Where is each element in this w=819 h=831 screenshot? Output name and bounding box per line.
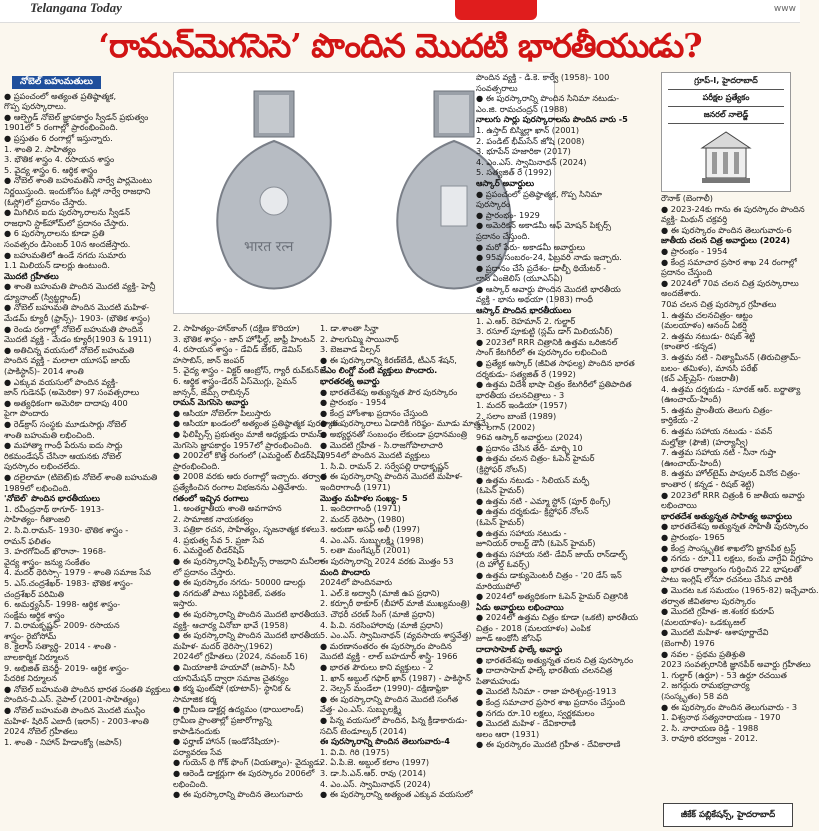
text-line: 70వ చలన చిత్ర పురస్కార గ్రహీతలు xyxy=(661,298,777,309)
publisher-credit: జీకేక్ పబ్లికేషన్స్, హైదరాబాద్ xyxy=(663,803,793,827)
text-line: రికమండేషన్ చేసినా ఆయనకు నోబెల్ xyxy=(4,450,122,461)
text-line: 6. ఆర్థిక శాస్త్రం-డేరన్ ఏస్‌మొగ్లు, సైమన్ xyxy=(173,375,297,386)
section-heading: భారతదేశ అత్యున్నత సాహిత్య అవార్డులు xyxy=(661,510,792,521)
text-line: జాన్ గుడెనఫ్ (అమెరికా) 97 సంవత్సరాలు xyxy=(4,387,140,398)
text-line: (ఓపెన్ హైమర్) xyxy=(476,516,525,527)
text-line: రాజధాని స్టాక్‌హోమ్‌లో ప్రదానం చేస్తారు. xyxy=(4,217,129,228)
text-line: 2. జగద్గురు రామభద్రాచార్య xyxy=(661,680,750,691)
text-line: శాస్త్రం- రైబోసోమ్ xyxy=(4,630,57,641)
text-line: ● ఈ పురస్కారాన్ని పొందిన మొదటి భారతీయ xyxy=(173,609,321,620)
text-line: ● మరో పేరు- అకాడమీ అవార్డులు xyxy=(476,241,586,252)
text-line: 4. ఎం.ఎస్. స్వామినాథన్ (2024) xyxy=(320,778,431,789)
text-line: ● ఆసియా నోబెల్‌గా పిలుస్తారు xyxy=(173,407,271,418)
text-line: ● గుయెన్ థి గోక్ ఫొంగ్ (వియత్నాం)- వైద్యుడు xyxy=(173,757,323,768)
text-line: (కాంతార -కన్నడ) xyxy=(661,341,717,352)
text-line: ● ఈ పురస్కారాన్ని ఫిలిప్పీన్స్ రాజధాని మనీలా xyxy=(173,556,323,567)
text-line: అందజేశారు. xyxy=(661,288,701,299)
text-line: నిర్ణయిస్తుంది. ఇందుకోసం ఓస్లో నార్వే రాజధాని xyxy=(4,185,151,196)
text-line: 5. ఉత్తమ ప్రాంతీయ తెలుగు చిత్రం- xyxy=(661,404,773,415)
text-line: ● దలైలామా (టిబెట్)కు నోబెల్ శాంతి బహుమతి xyxy=(4,471,158,482)
text-line: 4. ఎం.ఎస్. సుబ్బులక్ష్మి (1998) xyxy=(320,534,424,545)
text-line: ● ప్రత్యేక ఆస్కార్ (జీవిత సాఫల్య) పొందిన భారత xyxy=(476,358,635,369)
text-line: 3. డా.సి.ఎన్.ఆర్. రావు (2014) xyxy=(320,767,426,778)
text-line: ● రెడ్‌క్రాస్ సంస్థకు మూడుసార్లు నోబెల్ xyxy=(4,419,127,429)
text-line: 3. బెజవాడ విల్సన్ xyxy=(320,344,381,355)
text-line: ప్రారంభించింది. xyxy=(173,460,220,471)
text-line: ● ఉత్తమ చలన చిత్రం- ఓపెన్ హైమర్ xyxy=(476,453,595,464)
text-line: ● 2023లో RRR చిత్రంకి 6 జాతీయ అవార్డు xyxy=(661,489,805,500)
page-headline: ‘రామన్‌మెగసెసె’ పొందిన మొదటి భారతీయుడు? xyxy=(98,26,702,65)
text-line: 6. అమర్త్యసేన్- 1998- ఆర్థిక శాస్త్రం- xyxy=(4,599,121,610)
text-line: పితామహుడు xyxy=(476,675,520,686)
text-line: 1.1 మిలియన్ డాలర్లు ఉంటుంది. xyxy=(4,260,110,271)
text-line: పర్యావరణ సేవ xyxy=(173,746,222,757)
text-line: ● కేంద్ర సమాచార ప్రసార శాఖ ప్రదానం చేస్తుంది xyxy=(476,697,626,708)
text-line: 1. ఎల్.కె అద్వానీ (మాజీ ఉప ప్రధాని) xyxy=(320,587,440,598)
text-line: 1. డా.శాంతా సిన్హా xyxy=(320,323,379,333)
text-line: ● దాదాసాహెబ్ ఫాల్కే భారతీయ చలనచిత్ర xyxy=(476,665,613,676)
text-line: ● ఎక్కువ వయసులో పొందిన వ్యక్తి- xyxy=(4,376,119,387)
section-heading: మంది పొందారు xyxy=(320,566,371,577)
text-line: ● నోబెల్ శాంతి బహుమతిని నార్వే పార్లమెంటు xyxy=(4,175,152,186)
text-line: ● ఉత్తమ డాక్యుమెంటరీ చిత్రం - '20 డేస్ ఇన్ xyxy=(476,569,622,580)
text-line: 3. చౌధరీ చరణ్ సింగ్ (మాజీ ప్రధాని) xyxy=(320,609,435,620)
column-awards xyxy=(661,193,819,801)
text-line: 1. అంతర్జాతీయ శాంతి అవగాహన xyxy=(173,503,282,514)
text-line: లభించింది. xyxy=(173,778,209,789)
text-line: జాన్సన్, జేమ్స్ రాబిన్సన్ xyxy=(173,386,250,397)
text-line: 1. విశ్వనాథ సత్యనారాయణ - 1970 xyxy=(661,712,781,723)
text-line: ● ఆసియా ఖండంలో అత్యంత ప్రతిష్ఠాత్మక పురస్కారం xyxy=(173,418,342,429)
text-line: మల్హోత్రా (ఫౌజీ) (హర్యాన్వీ) xyxy=(661,436,749,447)
text-line: ● ఈ పురస్కారాన్ని పొందిన మొదటి భారతీయ xyxy=(173,630,321,641)
text-line: ● ప్రపంచంలో ప్రతిష్ఠాత్మక, గొప్ప సినిమా xyxy=(476,188,602,199)
section-heading: రామన్ మెగసెసె అవార్డు xyxy=(173,397,249,408)
text-line: ● ఉత్తమ సహాయ నటుడు - xyxy=(476,527,567,538)
text-line: (పాకిస్థాన్)- 2014 శాంతి xyxy=(4,366,84,377)
text-line: 4. మదర్ థెరిస్సా- 1979 - శాంతి సమాజ సేవ xyxy=(4,567,151,578)
text-line: వ్యక్తి- మిథున్ చక్రవర్తి xyxy=(661,214,728,225)
text-line: ● మిగిలిన ఐదు పురస్కారాలను స్వీడన్ xyxy=(4,207,130,218)
text-line: 1. శాంతి 2. సాహిత్యం xyxy=(4,143,76,154)
text-line: ప్రదానం చేస్తుంది. xyxy=(476,230,530,241)
text-line: డ్యూనాంట్ (స్విట్జర్లాండ్) xyxy=(4,291,81,302)
text-line: 1901లో 5 రంగాల్లో ప్రారంభించింది. xyxy=(4,122,118,133)
text-line: సామాజిక కర్మ xyxy=(173,693,217,704)
text-line: 1. వి.వి. గిరి (1975) xyxy=(320,746,390,757)
text-line: జూనియర్ రాబర్ట్ డౌనీ (ఓపెన్ హైమర్) xyxy=(476,538,596,549)
text-line: ● రెండు రంగాల్లో నోబెల్ బహుమతి పొందిన xyxy=(4,323,143,334)
text-line: ● ఆస్కార్ అవార్డు పొందిన మొదటి భారతీయ xyxy=(476,283,621,294)
text-line: ● మొదటి గ్రహీత - సి.రాజగోపాలాచారి xyxy=(320,439,443,450)
text-line: ● 2023లో RRR చిత్రానికి ఉత్తమ ఒరిజినల్ xyxy=(476,336,618,347)
text-line: (సంస్కృతం) 58 వది xyxy=(661,690,729,701)
text-line: సంవత్సరం డిసెంబర్ 10న అందజేస్తారు. xyxy=(4,238,131,249)
text-line: 4. పి.వి. నరసింహారావు (మాజీ ప్రధాని) xyxy=(320,619,444,630)
text-line: ● ప్రారంభం- 1965 xyxy=(661,532,725,542)
text-line: ● కర్మ ఫుంట్‌షో (భూటాన్)- స్థానిక & xyxy=(173,683,292,694)
text-line: ● అమెరికన్ అకాడమీ ఆఫ్ మోషన్ పిక్చర్స్ xyxy=(476,220,612,231)
text-line: ● నోబెల్ బహుమతి పొందిన మొదటి ముస్లిం xyxy=(4,705,146,716)
section-heading: ఆస్కార్ పొందిన భారతీయులు xyxy=(476,305,572,316)
text-line: ● మియాజాకి హయావో (జపాన్)- సినీ xyxy=(173,662,295,672)
section-heading: దాదాసాహెబ్ ఫాల్కే అవార్డు xyxy=(476,644,563,655)
text-line: ● ఈ పురస్కారం పొందిన తెలుగువారు-6 xyxy=(661,224,792,235)
text-line: పురస్కారం లభించలేదు. xyxy=(4,461,81,472)
text-line: 3. రసూల్ పూకుట్టి (స్లమ్ డాగ్ మిలియనీర్) xyxy=(476,326,613,337)
text-line: ● ఈ పురస్కారాన్ని అత్యంత ఎక్కువ వయసులో xyxy=(320,789,473,800)
text-line: (ఊంచాయ్-హిందీ) xyxy=(661,457,722,468)
section-heading: నాలుగు సార్లు పురస్కారాలను పొందిన వారు -5 xyxy=(476,114,628,125)
text-line: ● ప్రారంభం - 1954 xyxy=(661,245,728,256)
text-line: 96వ ఆస్కార్ అవార్డులు (2024) xyxy=(476,432,583,443)
text-line: మహిళ- మదర్ థెరిస్సా(1962) xyxy=(173,640,273,651)
text-line: పురస్కారం xyxy=(476,199,511,210)
text-line: ● నోబెల్ బహుమతి పొందిన మొదటి మహిళ- xyxy=(4,302,150,313)
text-line: 3. హరగోవింద్ ఖొరానా- 1968- xyxy=(4,546,106,557)
text-line: ● 2002లో కొత్త రంగంలో (ఎమర్జెంట్ లీడర్‌షిప్) xyxy=(173,450,326,461)
text-line: ● 95వ సంబరం-24, ఫిబ్రవరి నాడు ఇచ్చారు. xyxy=(476,252,622,263)
text-line: 2. ఏ.పి.జె. అబ్దుల్ కలాం (1997) xyxy=(320,757,430,768)
text-line: ● ఆల్ఫ్రెడ్ నోబెల్ జ్ఞాపకార్థం స్వీడన్ ప్రభుత్వం xyxy=(4,111,149,122)
text-line: పొందిన-వి.ఎస్. నైపాల్ (2001-సాహిత్యం) xyxy=(4,694,140,705)
text-line: ● ఫర్హాణ్ హాసన్ (ఇండోనేషియా)- xyxy=(173,736,280,747)
text-line: ● ఈ పురస్కారాన్ని పొందిన సినిమా నటుడు- xyxy=(476,93,620,104)
text-line: 7. ఉత్తమ సహాయ నటి - నీనా గుప్తా xyxy=(661,447,777,458)
text-line: 5. ఎం.ఎస్. స్వామినాథన్ (వ్యవసాయ శాస్త్రవేత్త) xyxy=(320,630,472,641)
text-line: 2. పండిట్ భీమ్‌సేన్ జోషి (2008) xyxy=(476,135,585,146)
text-line: సంక్షేమ ఆర్థిక శాస్త్రం xyxy=(4,609,65,620)
text-line: ● ఆరెండీ డాక్టర్లుగా ఈ పురస్కారం 2006లో xyxy=(173,767,315,778)
text-line: 2. సి.వి.రామన్- 1930- భౌతిక శాస్త్రం - xyxy=(4,524,129,535)
text-line: ● ఈ పురస్కారం పొందిన తెలుగువారు - 3 xyxy=(661,701,798,712)
text-line: ● 2024లో ఉత్తమ చిత్రం కూడా (ఒకటి) భారతీయ xyxy=(476,612,639,623)
tag-row: జనరల్ నాలెడ్జ్ xyxy=(668,107,784,124)
text-line: 1. శాంతి - నిహాన్ హిడాంక్యో (జపాన్) xyxy=(4,736,122,747)
text-line: ● పిన్న వయసులో పొందిన, పిన్న క్రీడాకారుడు- xyxy=(320,714,468,725)
text-line: ● ప్రదానం చేసే ప్రదేశం- డాల్బీ థియేటర్ - xyxy=(476,262,607,273)
text-line: కార్తికేయ -2 xyxy=(661,415,699,426)
section-heading: ఏడు అవార్డులు లభించాయి xyxy=(476,601,564,612)
text-line: 7. వి.రామకృష్ణన్- 2009- రసాయన xyxy=(4,620,120,631)
text-line: 1. రవీంద్రనాథ్ ఠాగూర్- 1913- xyxy=(4,503,105,514)
text-line: పైగా పొందారు xyxy=(4,408,49,419)
section-heading: జాతీయ చలన చిత్ర అవార్డులు (2024) xyxy=(661,235,791,246)
text-line: 2024 నోబెల్ గ్రహీతలు xyxy=(4,726,78,737)
text-line: (ఊంచాయ్-హిందీ) xyxy=(661,394,722,405)
section-heading: 'నోబెల్' పొందిన భారతీయులు xyxy=(4,493,100,504)
column-bharat-ratna xyxy=(320,323,489,830)
text-line: 4. ఎం.ఎస్. స్వామినాథన్ (2024) xyxy=(476,156,587,167)
text-line: మారియుపోల్' xyxy=(476,580,522,591)
text-line: ● 2024లో అత్యధికంగా ఓపెన్ హైమర్ చిత్రానికి xyxy=(476,591,629,602)
text-line: (ఓస్లో)లో ప్రదానం చేస్తారు. xyxy=(4,196,88,207)
text-line: ● భారతదేశపు అత్యున్నత సాహితీ పురస్కారం xyxy=(661,521,809,532)
text-line: ● ఈ పురస్కారాన్ని పొందిన తెలుగువారు xyxy=(173,789,303,800)
text-line: 5. సత్యజిత్ రే (1992) xyxy=(476,167,552,178)
text-line: ● మొదటి మహిళ - దేవికారాణి xyxy=(476,718,576,729)
text-line: సాహిత్యం- గీతాంజలి xyxy=(4,514,71,525)
text-line: ● నోబెల్ బహుమతి పొందిన భారత సంతతి వ్యక్తులు xyxy=(4,683,171,694)
text-line: ప్రదానం చేస్తుంది xyxy=(661,267,713,278)
text-line: ● ప్రస్తుతం 6 రంగాల్లో ఇస్తున్నారు. xyxy=(4,132,113,143)
brand-name: Telangana Today xyxy=(30,0,122,15)
text-line: 4. ఉత్తమ దర్శకుడు - సూరజ్ ఆర్. బర్జాత్యా xyxy=(661,383,801,394)
svg-text:भारत रत्न: भारत रत्न xyxy=(244,239,294,255)
text-line: మేడమ్ క్యూరీ (ఫ్రాన్స్)- 1903- (భౌతిక శాస్త్రం) xyxy=(4,313,151,324)
text-line: 2. సామాజిక నాయకత్వం xyxy=(173,513,254,524)
text-line: ● 2024లో 70వ చలన చిత్ర పురస్కారాలు xyxy=(661,277,799,288)
column-oscar xyxy=(476,72,656,830)
text-line: ● నగదు - రూ.11 లక్షలు, కంచు వాగ్దేవి విగ్రహం xyxy=(661,553,813,564)
text-line: రామన్ ఫలితం xyxy=(4,535,51,546)
text-line: వ్యక్తి - భాను అథయా (1983) గాంధీ xyxy=(476,294,593,305)
text-line: ● అతిచిన్న వయసులో నోబెల్ బహుమతి xyxy=(4,344,135,355)
text-line: 1. ఇందిరాగాంధీ (1971) xyxy=(320,503,401,514)
text-line: ఈ పురస్కారాన్ని 2024 వరకు మొత్తం 53 xyxy=(320,556,454,567)
text-line: 3. భూపేన్ హజారికా (2017) xyxy=(476,146,571,157)
topic-tag-box xyxy=(661,72,791,192)
text-line: 2. మదర్ థెరిస్సా (1980) xyxy=(320,513,405,524)
text-line: చంద్రశేఖర్ పరిమితి xyxy=(4,588,65,599)
text-line: ఇందిరాగాంధీ (1971) xyxy=(320,481,391,492)
text-line: 9. అభిజిత్ బెనర్జీ- 2019- ఆర్థిక శాస్త్రం- xyxy=(4,662,130,673)
text-line: 5. లతా మంగేష్కర్ (2001) xyxy=(320,545,411,556)
text-line: 3. పత్రికా రచన, సాహిత్యం, సృజనాత్మక కళలు xyxy=(173,524,320,535)
text-line: ● మరణానంతరం ఈ పురస్కారం పొందిన xyxy=(320,640,452,651)
text-line: ● శాంతి బహుమతి పొందిన మొదటి వ్యక్తి- హెన్రీ xyxy=(4,281,156,292)
text-line: 2023 సంవత్సరానికి జ్ఞానపీఠ్ అవార్డు గ్రహీతలు xyxy=(661,659,811,670)
text-line: 2024లో గ్రహీతలు (2024, నవంబర్ 16) xyxy=(173,651,308,662)
text-line: ● కేంద్ర సమాచార ప్రసార శాఖ 24 రంగాల్లో xyxy=(661,256,797,267)
text-line: ● భారత రాజ్యాంగం గుర్తించిన 22 భాషలతో xyxy=(661,563,802,574)
text-line: 5. ఎస్.చంద్రశేఖర్- 1983- భౌతిక శాస్త్రం- xyxy=(4,577,133,588)
text-line: అలం ఆరా (1931) xyxy=(476,728,540,739)
text-line: 5. వైద్య శాస్త్రం 6. ఆర్థిక శాస్త్రం xyxy=(4,164,98,175)
text-line: ● ఈ పురస్కారం మొదటి గ్రహీత - దేవికారాణి xyxy=(476,739,621,750)
text-line: 3. ఉత్తమ నటి - నిత్యామీనన్ (తిరుచిత్రామ్- xyxy=(661,351,801,362)
text-line: ● ఉత్తమ దర్శకుడు- క్రిస్టోఫర్ నోలన్ xyxy=(476,506,589,517)
text-line: ● ఉత్తమ సహాయ నటి- డేవిన్ జాయ్ రాన్‌డాల్ఫ్ xyxy=(476,548,628,559)
text-line: కాపాడినందుకు xyxy=(173,725,220,736)
text-line: 1. ఖాన్ అబ్దుల్ గఫార్ ఖాన్ (1987) - పాకిస్థాన్ xyxy=(320,672,471,683)
text-line: 3. రావూరి భరద్వాజ - 2012. xyxy=(661,733,758,744)
text-line: (క్రిస్టోఫర్ నోలన్) xyxy=(476,463,527,474)
text-line: ● ఈ పురస్కారాలు ఏడాదికి గరిష్ఠం- మూడు మాత్రమే xyxy=(320,418,489,429)
text-line: సంవత్సరాలు xyxy=(476,82,518,93)
masthead xyxy=(0,0,800,23)
text-line: ● అభ్యర్థనతో సంబంధం లేకుండా ప్రధానమంత్రి xyxy=(320,428,468,439)
text-line: ● మొదట ఒక సమయం (1965-82) ఇచ్చేవారు. xyxy=(661,584,819,595)
text-line: 2024లో పొందినవారు xyxy=(320,577,393,588)
text-line: ● నగదు రూ.10 లక్షలు, స్వర్ణకమలం xyxy=(476,707,595,718)
text-line: 2. నెల్సన్ మండేలా (1990)- దక్షిణాఫ్రికా xyxy=(320,683,449,694)
text-line: ● కేంద్ర సాంస్కృతిక శాఖలోని జ్ఞానపీఠ ట్రస్ట్ xyxy=(661,542,796,553)
text-line: బలం- తమిళం), మానసి పరేఖ్ xyxy=(661,362,758,373)
text-line: ● అత్యధికంగా అమెరికా దాదాపు 400 xyxy=(4,397,128,408)
text-line: 2. కర్పూరీ ఠాకూర్ (బీహార్ మాజీ ముఖ్యమంత్రి) xyxy=(320,598,470,609)
text-line: 1. సి.వి. రామన్ 2. సర్వేపల్లి రాధాకృష్ణన్ xyxy=(320,460,449,471)
site-url: www xyxy=(773,4,796,14)
text-line: ● ప్రారంభం - 1954 xyxy=(320,397,387,408)
text-line: 2. సాహిత్యం-హాన్‌కాంగ్ (దక్షిణ కొరియా) xyxy=(173,323,300,333)
section-heading: మొత్తం మహిళల సంఖ్య- 5 xyxy=(320,492,408,503)
text-line: ● మొదటి సినిమా - రాజా హరిశ్చంద్ర-1913 xyxy=(476,686,617,697)
text-line: ● ఉత్తమ విదేశీ భాషా చిత్రం కేటగిరీలో ప్రతిపాదిత xyxy=(476,379,632,390)
text-line: తర్వాత జీవితకాల పురస్కారం xyxy=(661,595,756,606)
text-line: 1. ఉస్తాద్ బిస్మిల్లా ఖాన్ (2001) xyxy=(476,124,580,135)
text-line: చిత్రం - 2018 (మలయాళం) ఎంపిక xyxy=(476,622,591,633)
section-heading: ఆస్కార్ అవార్డులు xyxy=(476,177,535,188)
text-line: ● భారతదేశపు అత్యున్నత పౌర పురస్కారం xyxy=(320,386,458,397)
text-line: మొదటి వ్యక్తి - లాల్ బహదూర్ శాస్త్రి- 1966 xyxy=(320,651,458,662)
text-line: జూడ్ ఆంథోనీ జోసెఫ్ xyxy=(476,633,542,644)
text-line: సాంగ్ కేటగిరీలో ఈ పురస్కారం లభించింది xyxy=(476,347,608,358)
section-heading: జేఎం లింగ్డో వంటి వ్యక్తులు పొందారు. xyxy=(320,365,438,376)
text-line: (ఓపెన్ హైమర్) xyxy=(476,485,525,496)
medal-front-image xyxy=(199,91,349,301)
tag-row: గ్రూప్-I, హైదరాబాద్ xyxy=(668,73,784,90)
text-line: 3. భౌతిక శాస్త్రం - జాన్ హోఫీల్డ్, జాఫ్రీ హింటన్ xyxy=(173,333,316,344)
text-line: ● భారత పౌరులు కాని వ్యక్తులు - 2 xyxy=(320,662,434,672)
text-line: సచిన్ టెండూల్కర్ (2014) xyxy=(320,725,407,736)
text-line: (ది హోల్డ్ ఓవర్స్) xyxy=(476,559,530,570)
text-line: 1. గుల్జార్ (ఉర్దూ) - 53 ఉర్దూ రచయిత xyxy=(661,669,787,680)
text-line: (మలయాళం) ఆనంద్ ఏకర్షి xyxy=(661,320,747,331)
text-line: ● ఈ పురస్కారాన్ని పొందిన మొదటి సంగీత xyxy=(320,693,459,704)
text-line: హసాబిస్, జాన్ జంపర్ xyxy=(173,354,245,365)
section-heading: ఈ పురస్కారాన్ని పొందిన తెలుగువారు-4 xyxy=(320,736,450,747)
text-line: ● భారతదేశపు అత్యున్నత చలన చిత్ర పురస్కారం xyxy=(476,654,634,665)
text-line: ● ఈ పురస్కారం నగదు- 50000 డాలర్లు xyxy=(173,577,306,588)
text-line: పొందిన వ్యక్తి - మలాలా యూసఫ్ జాయ్ xyxy=(4,355,130,366)
text-line: 1954లో పొందిన మొదటి వ్యక్తులు xyxy=(320,450,430,461)
text-line: లాస్ ఏంజెలిస్ (యూఎస్ఏ) xyxy=(476,273,563,284)
tag-row: పరీక్షల ప్రత్యేకం xyxy=(668,90,784,107)
text-line: 1. ఉత్తమ చలనచిత్రం- ఆట్టం xyxy=(661,309,753,320)
newspaper-logo xyxy=(455,0,537,20)
text-line: ● ఉత్తమ నటుడు - సిలియన్ మర్ఫీ xyxy=(476,474,590,485)
section-banner: నోబెల్ బహుమతులు xyxy=(12,76,101,89)
text-line: వైద్య శాస్త్రం- జన్యు సంకేతం xyxy=(4,556,90,567)
text-line: 1989లో లభించింది. xyxy=(4,482,71,493)
text-line: గ్రామీణ ప్రాంతాల్లో ప్రజారోగ్యాన్ని xyxy=(173,714,272,725)
text-line: ● ప్రపంచంలో అత్యంత ప్రతిష్ఠాత్మక, xyxy=(4,90,117,101)
text-line: 2. పాలగుమ్మి సాయినాథ్ xyxy=(320,333,399,344)
text-line: (బెంగాలీ) 1976 xyxy=(661,637,715,648)
text-line: మొదటి వ్యక్తి - మేడం క్యూరీ(1903 & 1911) xyxy=(4,334,152,345)
text-line: ● మహాత్మా గాంధీ పేరును ఐదు సార్లు xyxy=(4,440,123,451)
text-line: (కచ్ ఎక్స్‌ప్రెస్- గుజరాతీ) xyxy=(661,373,739,384)
section-heading: మొదటి గ్రహీతలు xyxy=(4,270,59,281)
text-line: బాలకార్మిక నిర్మూలన xyxy=(4,652,69,663)
text-line: శాంతి బహుమతి లభించింది. xyxy=(4,429,95,440)
text-line: రౌనాక్ (బెంగాలీ) xyxy=(661,193,713,203)
text-line: గొప్ప పురస్కారాలు. xyxy=(4,101,67,112)
text-line: లభించాయి xyxy=(661,500,697,511)
column-magsaysay xyxy=(173,323,342,830)
text-line: 8. ఉత్తమ హోల్‌టైమ్ పాపులర్ వినోద చిత్రం- xyxy=(661,468,801,479)
building-icon xyxy=(696,128,756,186)
section-heading: భారతరత్న అవార్డు xyxy=(320,375,380,386)
text-line: 3. భౌతిక శాస్త్రం 4. రసాయన శాస్త్రం xyxy=(4,154,115,165)
text-line: ● బహుమతిలో ఉండే నగదు సుమారు xyxy=(4,249,127,260)
text-line: ● ప్రారంభం- 1929 xyxy=(476,209,540,220)
text-line: ● ప్రదానం చేసిన తేదీ- మార్చి 10 xyxy=(476,442,583,453)
text-line: ప్రత్యేకించిన రంగాల విభజనను ఎత్తివేశారు. xyxy=(173,481,308,492)
text-line: ● నగదుతో పాటు సర్టిఫికెట్, పతకం xyxy=(173,587,286,598)
text-line: పాటు ఇంగ్లిష్ లోనూ రచనలు చేసిన వారికి xyxy=(661,574,793,585)
text-line: (మలయాళం)- ఒడక్కుఴల్ xyxy=(661,616,746,627)
text-line: ● 2008 వరకు ఆరు రంగాల్లో ఇచ్చారు. తర్వాత xyxy=(173,471,327,482)
text-line: లో ప్రదానం చేస్తారు. xyxy=(173,566,236,577)
text-line: 6. ఎమర్జెంట్ లీడర్‌షిప్ xyxy=(173,545,245,556)
text-line: వేత్త- ఎం.ఎస్. సుబ్బులక్ష్మి xyxy=(320,704,402,715)
text-line: 6. ఉత్తమ సహాయ నటుడు - పవన్ xyxy=(661,426,773,437)
section-heading: గతంలో ఇచ్చిన రంగాలు xyxy=(173,492,249,503)
text-line: 4. రసాయన శాస్త్రం - డేవిడ్ బేకర్, డెమిస్ xyxy=(173,344,303,355)
text-line: 8. కైలాస్ సత్యార్థి- 2014 - శాంతి - xyxy=(4,641,117,652)
text-line: మెగసెసె జ్ఞాపకార్థం 1957లో ప్రారంభించింది. xyxy=(173,439,312,450)
text-line: 3. లగాన్ (2002) xyxy=(476,421,536,432)
text-line: ● ఈ పురస్కారాన్ని పొందిన మొదటి మహిళ- xyxy=(320,471,463,482)
text-line: ● మొదటి మహిళ- ఆశాపూర్ణాదేవి xyxy=(661,627,769,638)
text-line: 2. సలాం బాంబే (1989) xyxy=(476,411,557,421)
text-line: 1. ఎ.ఆర్. రెహమాన్ 2. గుల్జార్ xyxy=(476,315,576,326)
text-line: 2. సి. నారాయణ రెడ్డి - 1988 xyxy=(661,722,759,733)
text-line: 3. అరుణా అసఫ్ అలీ (1997) xyxy=(320,524,420,535)
text-line: ● నవల - ప్రథమ ప్రతిశ్రుతి xyxy=(661,648,746,659)
text-line: పేదరిక నిర్మూలన xyxy=(4,673,58,684)
text-line: ● 6 పురస్కారాలను కూడా ప్రతి xyxy=(4,228,105,239)
text-line: కాంతార ( కన్నడ - రిషబ్ శెట్టి) xyxy=(661,479,755,490)
text-line: మహిళ- షిరిన్ ఎబాదీ (ఇరాన్) - 2003-శాంతి xyxy=(4,715,149,726)
text-line: దర్శకుడు- సత్యజిత్ రే (1992) xyxy=(476,368,576,379)
text-line: పొందిన వ్యక్తి - డి.కె. కార్వే (1958)- 100 xyxy=(476,72,610,82)
text-line: ● గ్రామీణ డాక్టర్ల ఉద్యమం (థాయిలాండ్) xyxy=(173,704,304,715)
text-line: 2. ఉత్తమ నటుడు- రిషబ్ శెట్టి xyxy=(661,330,756,341)
text-line: ఎం.జి. రామచంద్రన్ (1988) xyxy=(476,103,568,114)
text-line: ● ఫిలిప్పీన్స్ ప్రభుత్వం మాజీ అధ్యక్షుడు రామన్ xyxy=(173,428,323,439)
text-line: ● ఈ పురస్కారాన్ని కిరణ్‌బేడీ, టీఎన్ శేషన్, xyxy=(320,354,457,365)
text-line: 1. మదర్ ఇండియా (1957) xyxy=(476,400,568,411)
text-line: 4. ప్రభుత్వ సేవ 5. ప్రజా సేవ xyxy=(173,534,265,545)
text-line: యానిమేషన్ ద్వారా సమాజ చైతన్యం xyxy=(173,672,289,683)
column-nobel xyxy=(4,74,171,830)
text-line: భారతీయ చలనచిత్రాలు - 3 xyxy=(476,389,565,400)
text-line: ● కేంద్ర హోంశాఖ ప్రదానం చేస్తుంది xyxy=(320,407,428,418)
text-line: 5. వైద్య శాస్త్రం - విక్టర్ ఆంబ్రోస్, గ్యారీ రువ్‌కున్ xyxy=(173,365,319,376)
text-line: ● 2023-24కు గాను ఈ పురస్కారం పొందిన xyxy=(661,203,805,214)
text-line: ఇస్తారు. xyxy=(173,598,198,609)
text-line: ● మొదటి గ్రహీత- జి.శంకర కురూప్ xyxy=(661,606,775,617)
text-line: వ్యక్తి- ఆచార్య వినోబా భావే (1958) xyxy=(173,619,289,630)
text-line: ● ఉత్తమ నటి - ఎమ్మా స్టోన్ (పూర్ థింగ్స్) xyxy=(476,495,611,506)
